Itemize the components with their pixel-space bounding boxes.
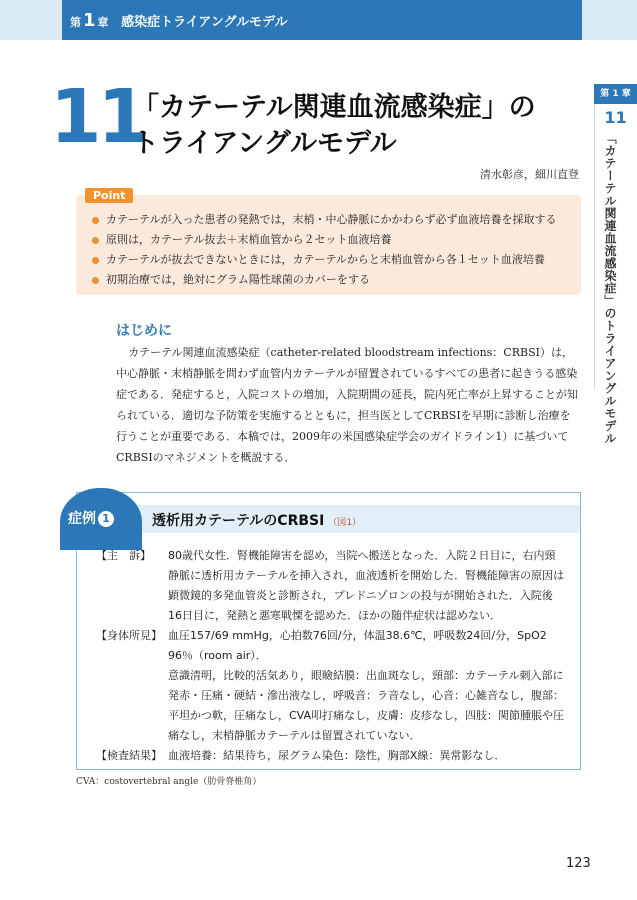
case-title bbox=[152, 510, 361, 530]
figure-reference-link[interactable]: （図1） bbox=[328, 518, 362, 528]
point-list bbox=[92, 210, 556, 290]
case-badge-text bbox=[68, 508, 114, 528]
intro-heading: はじめに bbox=[116, 323, 172, 339]
authors: 清水彰彦，細川直登 bbox=[480, 168, 579, 181]
chapter-title: 感染症トライアングルモデル bbox=[121, 15, 288, 30]
case-label: 【身体所見】 bbox=[96, 629, 162, 642]
chapter-header bbox=[70, 10, 287, 31]
case-content bbox=[168, 626, 566, 746]
case-text: 80歳代女性．腎機能障害を認め，当院へ搬送となった．入院２日目に，右内頸静脈に透析用カテーテルを挿入され，血液透析を開始した．腎機能障害の原因は顕微鏡的多発血管炎と診断され，プレドニゾロンの投与が開始された．入院後16日目に，発熱と悪寒戦慄を認めた．ほかの随伴症状は認めない． bbox=[168, 549, 565, 622]
side-tab-section-title: 「カテーテル関連血流感染症」のトライアングルモデル bbox=[603, 132, 617, 445]
chapter-number: 1 bbox=[83, 10, 96, 31]
chapter-suffix: 章 bbox=[97, 16, 109, 29]
page-title-line2: トライアングルモデル bbox=[132, 128, 397, 159]
case-row-physical-findings bbox=[96, 626, 566, 746]
side-tab-section-number: 11 bbox=[604, 108, 627, 127]
case-label: 【主 訴】 bbox=[96, 549, 151, 562]
section-number: 11 bbox=[50, 74, 145, 160]
footnote: CVA：costovertebral angle（肋骨脊椎角） bbox=[76, 777, 262, 787]
page-number: 123 bbox=[566, 856, 591, 871]
intro-body: カテーテル関連血流感染症（catheter-related bloodstream infections：CRBSI）は，中心静脈・末梢静脈を問わず血管内カテーテルが留置されているすべての患者に起きうる感染症である．発症すると，入院コストの増加，入院期間の延長，院内死亡率が上昇することが知られている．適切な予防策を実施するとともに，担当医としてCRBSIを早期に診断し治療を行うことが重要である．本稿では，2009年の米国感染症学会のガイドライン1）に基づいてCRBSIのマネジメントを概説する． bbox=[116, 346, 578, 464]
point-label: Point bbox=[85, 188, 133, 203]
case-content bbox=[168, 546, 566, 626]
chapter-prefix: 第 bbox=[70, 16, 81, 29]
page-title bbox=[132, 90, 536, 162]
case-badge-label: 症例 bbox=[68, 511, 96, 527]
case-title-text: 透析用カテーテルのCRBSI bbox=[152, 513, 325, 529]
point-item: 原則は，カテーテル抜去＋末梢血管から２セット血液培養 bbox=[92, 230, 556, 250]
case-text: 血圧157/69 mmHg，心拍数76回/分，体温38.6℃，呼吸数24回/分，SpO2 96％（room air）． bbox=[168, 629, 547, 662]
case-label: 【検査結果】 bbox=[96, 749, 162, 762]
case-badge-number: 1 bbox=[98, 511, 114, 527]
case-text: 意識清明，比較的活気あり，眼瞼結膜：出血斑なし，頸部：カテーテル刺入部に発赤・圧痛・硬結・滲出液なし，呼吸音：ラ音なし，心音：心雑音なし，腹部：平坦かつ軟，圧痛なし，CVA叩打痛なし，皮膚：皮疹なし，四肢：関節腫脹や圧痛なし，末梢静脈カテーテルは留置されていない． bbox=[168, 669, 565, 742]
point-item: 初期治療では，絶対にグラム陽性球菌のカバーをする bbox=[92, 270, 556, 290]
case-body bbox=[96, 546, 566, 766]
case-text: 血液培養：結果待ち，尿グラム染色：陰性，胸部X線：異常影なし． bbox=[168, 749, 506, 762]
point-item: カテーテルが入った患者の発熱では，末梢・中心静脈にかかわらず必ず血液培養を採取する bbox=[92, 210, 556, 230]
case-row-chief-complaint bbox=[96, 546, 566, 626]
case-row-test-results bbox=[96, 746, 566, 766]
side-tab-chapter: 第 1 章 bbox=[594, 84, 637, 104]
page-title-line1: 「カテーテル関連血流感染症」の bbox=[132, 92, 536, 123]
point-item: カテーテルが抜去できないときには，カテーテルからと末梢血管から各１セット血液培養 bbox=[92, 250, 556, 270]
case-content bbox=[168, 746, 566, 766]
